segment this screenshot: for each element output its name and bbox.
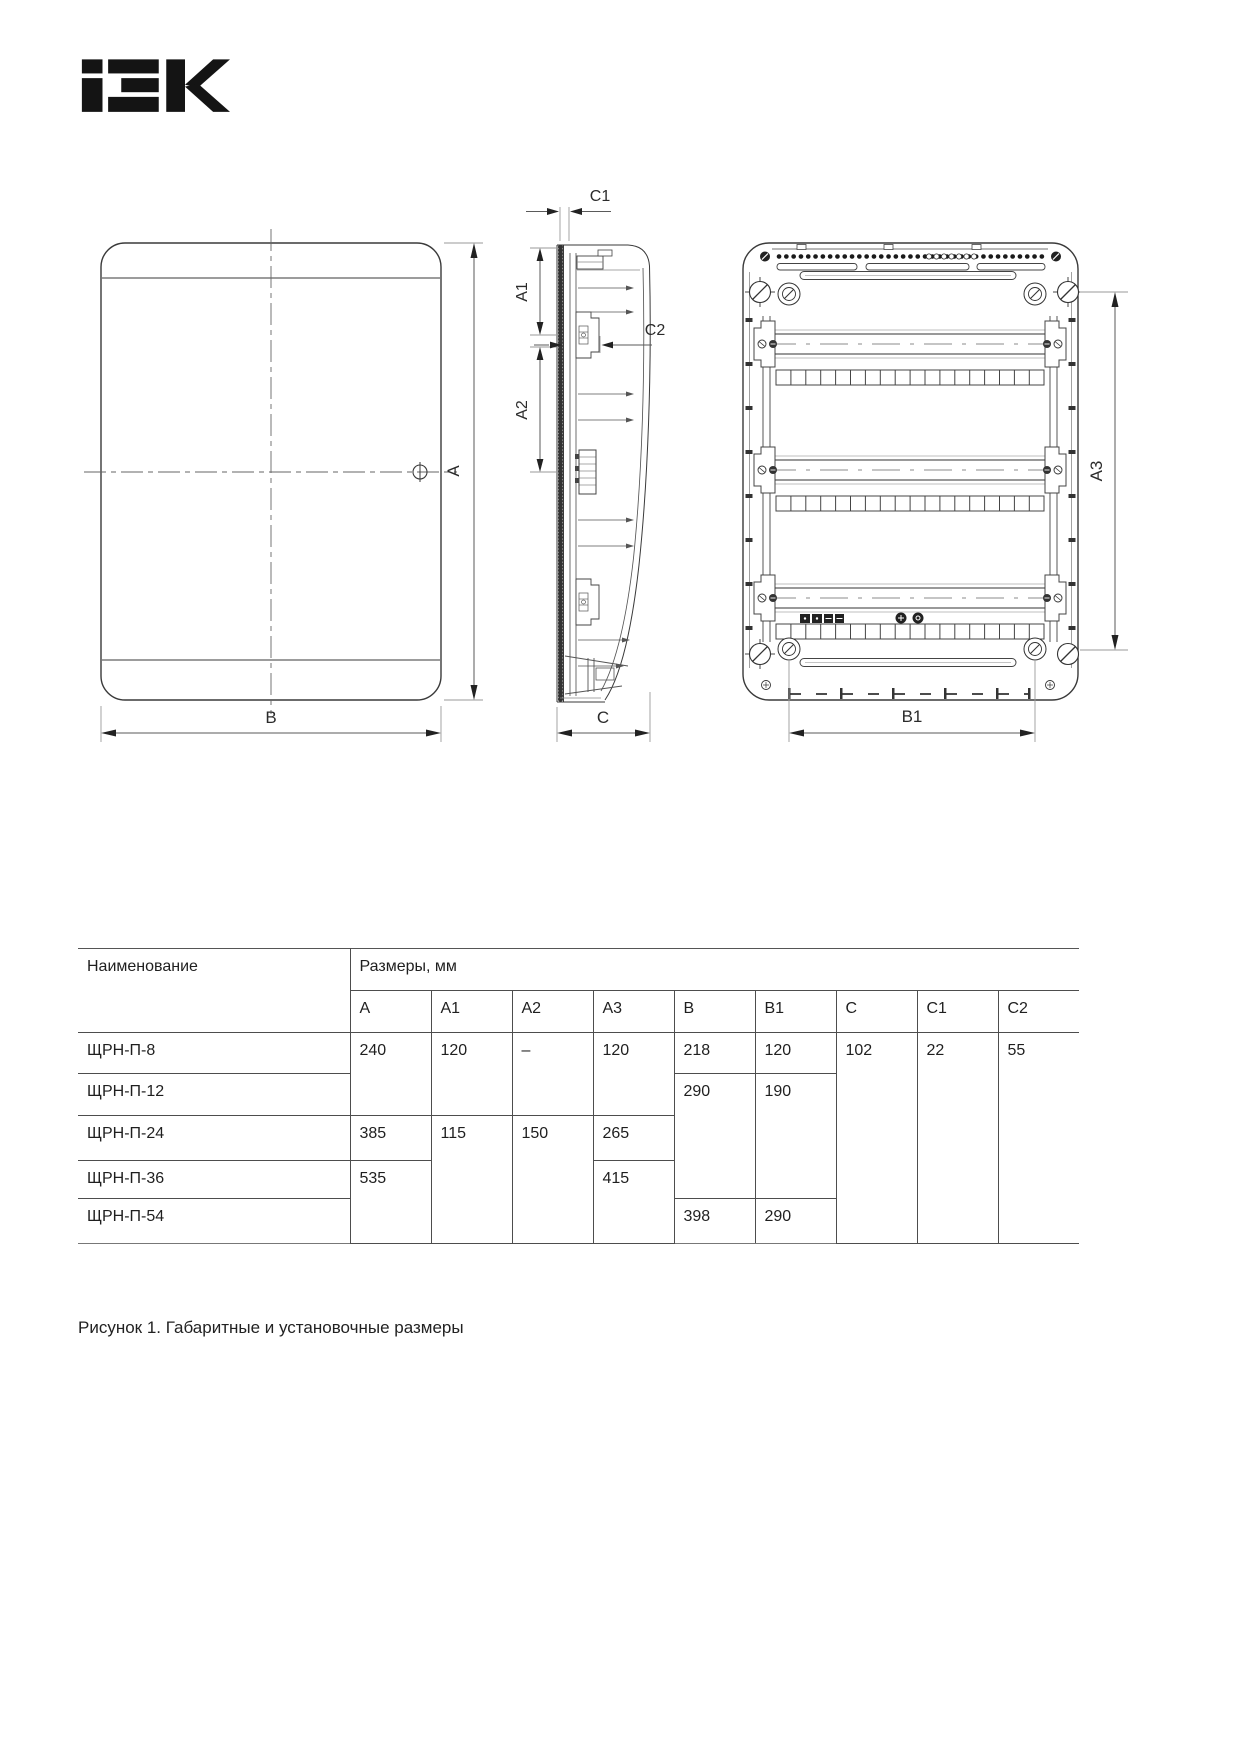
table-cell: 385 [350, 1116, 431, 1161]
dim-label-b: B [265, 708, 277, 727]
col-header-b: B [674, 991, 755, 1033]
table-cell: 290 [674, 1074, 755, 1199]
back-view-drawing [743, 243, 1128, 742]
bottom-assembly-detail [565, 656, 628, 694]
table-cell: 120 [755, 1033, 836, 1074]
col-header-c2: C2 [998, 991, 1079, 1033]
dim-label-b1: B1 [901, 707, 923, 726]
table-cell: 290 [755, 1199, 836, 1244]
table-cell: 22 [917, 1033, 998, 1244]
table-cell: 398 [674, 1199, 755, 1244]
table-cell: 115 [431, 1116, 512, 1244]
product-name: ЩРН-П-24 [78, 1116, 350, 1161]
product-name: ЩРН-П-54 [78, 1199, 350, 1244]
table-cell: 415 [593, 1161, 674, 1244]
table-cell: 120 [593, 1033, 674, 1116]
table-cell: 190 [755, 1074, 836, 1199]
table-cell: 240 [350, 1033, 431, 1116]
table-cell: 535 [350, 1161, 431, 1244]
dim-label-c1: C1 [589, 188, 611, 205]
iek-logo-icon [80, 58, 230, 117]
product-name: ЩРН-П-8 [78, 1033, 350, 1074]
col-header-a3: A3 [593, 991, 674, 1033]
col-header-a: A [350, 991, 431, 1033]
table-header-name: Наименование [78, 949, 350, 1033]
table-row [78, 1033, 1079, 1074]
col-header-b1: B1 [755, 991, 836, 1033]
table-cell: 218 [674, 1033, 755, 1074]
dimensions-table [78, 948, 1079, 1244]
dim-label-a2: A2 [514, 400, 531, 420]
dim-label-c2: C2 [644, 322, 666, 339]
dim-label-a1: A1 [514, 282, 531, 302]
table-cell: 150 [512, 1116, 593, 1244]
table-cell: 102 [836, 1033, 917, 1244]
figure-caption: Рисунок 1. Габаритные и установочные размеры [78, 1318, 464, 1337]
table-cell: 55 [998, 1033, 1079, 1244]
technical-drawings [0, 150, 1237, 750]
dim-label-c: C [596, 708, 610, 727]
side-view-drawing [514, 188, 665, 742]
front-view-drawing [84, 229, 483, 742]
table-cell: – [512, 1033, 593, 1116]
col-header-c: C [836, 991, 917, 1033]
dim-label-a: A [444, 465, 463, 477]
col-header-c1: C1 [917, 991, 998, 1033]
table-cell: 265 [593, 1116, 674, 1161]
col-header-a2: A2 [512, 991, 593, 1033]
rail-connector-detail [575, 450, 596, 494]
col-header-a1: A1 [431, 991, 512, 1033]
dim-label-a3: A3 [1087, 460, 1106, 482]
product-name: ЩРН-П-36 [78, 1161, 350, 1199]
product-name: ЩРН-П-12 [78, 1074, 350, 1116]
table-header-sizes: Размеры, мм [350, 949, 1079, 991]
table-cell: 120 [431, 1033, 512, 1116]
